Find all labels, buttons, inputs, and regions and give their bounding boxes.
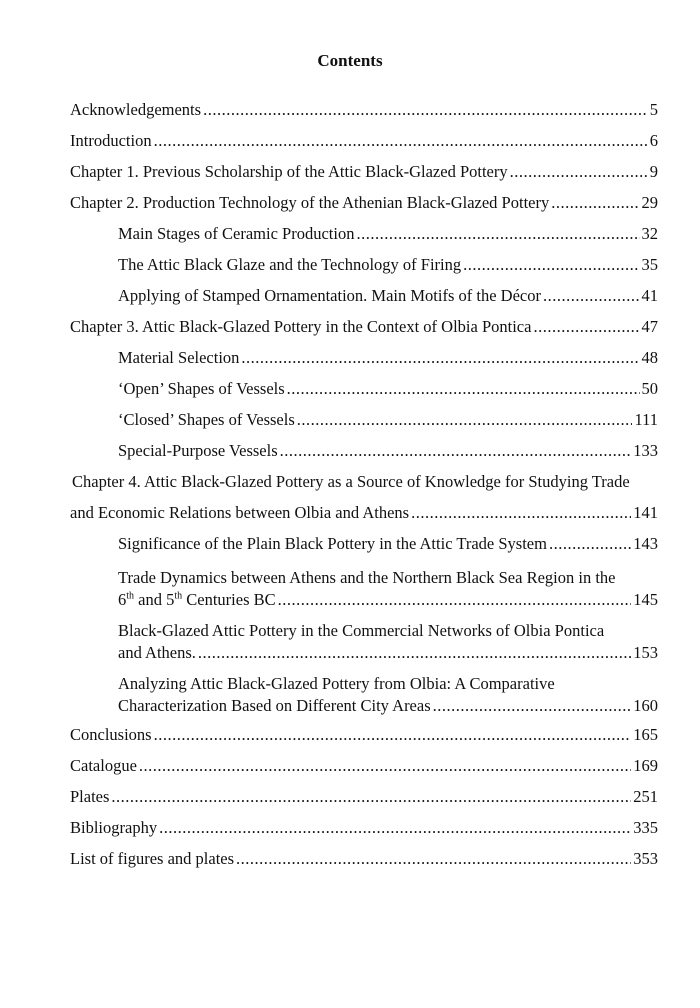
toc-entry-title: Material Selection — [118, 348, 240, 367]
toc-entry-introduction — [70, 125, 658, 156]
dot-leader — [159, 812, 631, 843]
dot-leader — [236, 843, 631, 874]
dot-leader — [111, 781, 631, 812]
toc-entry-title: ‘Closed’ Shapes of Vessels — [118, 410, 295, 429]
dot-leader — [297, 404, 633, 435]
toc-subentry-open-shapes — [118, 373, 658, 404]
dot-leader — [433, 695, 632, 717]
toc-entry-title-line-2: and Athens. — [118, 643, 196, 662]
toc-entry-page: 6 — [649, 131, 658, 150]
toc-entry-chapter-1 — [70, 156, 658, 187]
toc-subentry-material-selection — [118, 342, 658, 373]
toc-subentry-special-purpose — [118, 435, 658, 466]
toc-entry-title: Chapter 2. Production Technology of the Athenian Black-Glazed Pottery — [70, 193, 550, 212]
dot-leader — [510, 156, 648, 187]
toc-subentry-trade-dynamics — [118, 559, 658, 612]
toc-entry-list-of-figures — [70, 843, 658, 874]
toc-entry-title: Chapter 1. Previous Scholarship of the Attic Black-Glazed Pottery — [70, 162, 508, 181]
dot-leader — [549, 528, 631, 559]
toc-entry-title-line-1: Black-Glazed Attic Pottery in the Commercial Networks of Olbia Pontica — [118, 621, 605, 640]
dot-leader — [139, 750, 631, 781]
dot-leader — [198, 642, 631, 664]
dot-leader — [154, 719, 632, 750]
toc-entry-page: 153 — [633, 643, 658, 662]
dot-leader — [543, 280, 640, 311]
toc-entry-title: Main Stages of Ceramic Production — [118, 224, 355, 243]
toc-entry-acknowledgements — [70, 94, 658, 125]
toc-entry-conclusions — [70, 719, 658, 750]
toc-entry-line-2 — [118, 589, 658, 611]
dot-leader — [154, 125, 648, 156]
toc-entry-page: 141 — [633, 503, 658, 522]
toc-entry-line-2 — [118, 695, 658, 717]
dot-leader — [287, 373, 640, 404]
toc-entry-page: 48 — [641, 348, 658, 367]
dot-leader — [278, 589, 632, 611]
dot-leader — [241, 342, 639, 373]
toc-entry-title-line-1: Trade Dynamics between Athens and the Northern Black Sea Region in the — [118, 568, 616, 587]
toc-subentry-commercial-networks — [118, 612, 658, 665]
toc-entry-title-line-2: and Economic Relations between Olbia and Athens — [70, 503, 410, 522]
toc-entry-page: 9 — [649, 162, 658, 181]
toc-entry-page: 251 — [633, 787, 658, 806]
toc-entry-page: 143 — [633, 534, 658, 553]
toc-entry-page: 5 — [649, 100, 658, 119]
toc-entry-chapter-3 — [70, 311, 658, 342]
dot-leader — [203, 94, 648, 125]
toc-entry-page: 145 — [633, 590, 658, 609]
toc-entry-plates — [70, 781, 658, 812]
toc-entry-title: Conclusions — [70, 725, 152, 744]
toc-entry-title: The Attic Black Glaze and the Technology of Firing — [118, 255, 462, 274]
toc-entry-title: Chapter 3. Attic Black-Glazed Pottery in the Context of Olbia Pontica — [70, 317, 532, 336]
dot-leader — [411, 497, 631, 528]
toc-entry-page: 50 — [641, 379, 658, 398]
toc-subentry-significance — [118, 528, 658, 559]
dot-leader — [551, 187, 639, 218]
title-fragment: and 5 — [134, 590, 175, 609]
toc-entry-title-line-2: Characterization Based on Different City Areas — [118, 696, 431, 715]
toc-entry-title: List of figures and plates — [70, 849, 235, 868]
toc-entry-page: 165 — [633, 725, 658, 744]
toc-entry-title-line-1: Chapter 4. Attic Black-Glazed Pottery as a Source of Knowledge for Studying Trade — [72, 472, 630, 491]
toc-entry-title: Introduction — [70, 131, 152, 150]
ordinal-suffix: th — [174, 590, 183, 602]
toc-entry-title: Special-Purpose Vessels — [118, 441, 278, 460]
toc-subentry-analyzing — [118, 665, 658, 719]
century-number: 6 — [118, 590, 127, 609]
toc-subentry-stamped-ornamentation — [118, 280, 658, 311]
toc-entry-title: Plates — [70, 787, 110, 806]
toc-entry-title: Catalogue — [70, 756, 137, 775]
title-fragment: Centuries BC — [182, 590, 276, 609]
toc-entry-line-2 — [118, 642, 658, 664]
toc-entry-title-line-1: Analyzing Attic Black-Glazed Pottery from Olbia: A Comparative — [118, 674, 555, 693]
toc-entry-title-line-2 — [118, 589, 276, 611]
dot-leader — [356, 218, 639, 249]
toc-entry-title: ‘Open’ Shapes of Vessels — [118, 379, 285, 398]
toc-subentry-main-stages — [118, 218, 658, 249]
toc-entry-title: Significance of the Plain Black Pottery in the Attic Trade System — [118, 534, 547, 553]
toc-entry-page: 32 — [641, 224, 658, 243]
toc-entry-catalogue — [70, 750, 658, 781]
toc-entry-title: Acknowledgements — [70, 100, 202, 119]
page-title: Contents — [317, 51, 383, 70]
toc-entry-title: Bibliography — [70, 818, 158, 837]
toc-entry-page: 47 — [641, 317, 658, 336]
toc-entry-page: 111 — [634, 410, 658, 429]
table-of-contents — [70, 94, 658, 874]
ordinal-suffix: th — [126, 590, 135, 602]
dot-leader — [463, 249, 639, 280]
toc-entry-page: 160 — [633, 696, 658, 715]
dot-leader — [280, 435, 632, 466]
toc-entry-bibliography — [70, 812, 658, 843]
toc-subentry-black-glaze — [118, 249, 658, 280]
toc-entry-page: 35 — [641, 255, 658, 274]
toc-entry-page: 133 — [633, 441, 658, 460]
toc-subentry-closed-shapes — [118, 404, 658, 435]
toc-entry-page: 353 — [633, 849, 658, 868]
toc-entry-chapter-4 — [70, 466, 658, 528]
toc-entry-page: 169 — [633, 756, 658, 775]
dot-leader — [533, 311, 639, 342]
toc-entry-page: 29 — [641, 193, 658, 212]
toc-entry-title: Applying of Stamped Ornamentation. Main Motifs of the Décor — [118, 286, 541, 305]
toc-entry-page: 335 — [633, 818, 658, 837]
toc-entry-chapter-2 — [70, 187, 658, 218]
toc-entry-page: 41 — [641, 286, 658, 305]
toc-entry-line-2 — [70, 497, 658, 528]
